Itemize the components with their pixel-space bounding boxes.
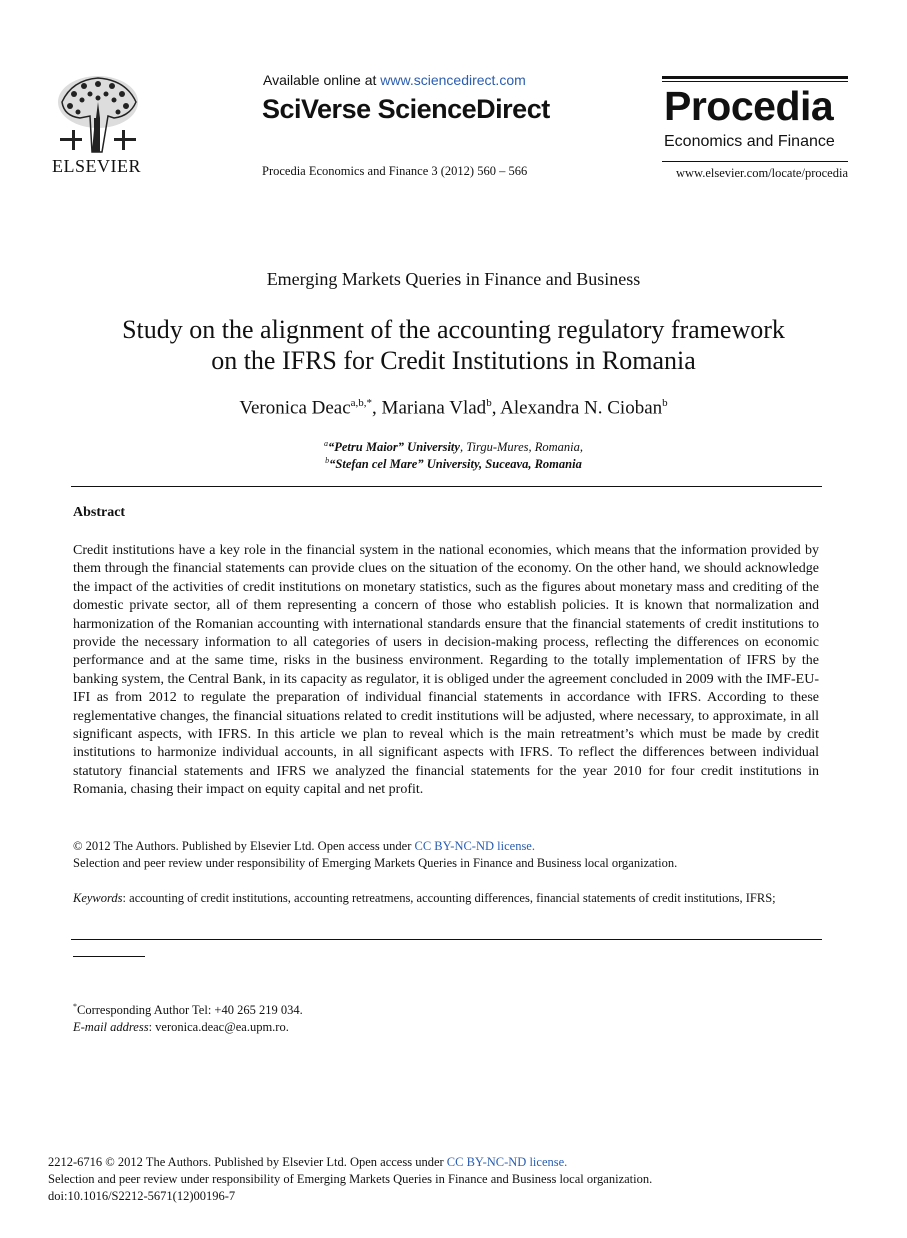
abstract-heading: Abstract — [73, 505, 126, 520]
copyright-notice — [73, 838, 677, 872]
author-affil-marker: b — [486, 397, 492, 409]
keywords — [73, 890, 813, 907]
elsevier-tree-icon — [52, 72, 144, 154]
affil-institution: “Stefan cel Mare” University, Suceava, Romania — [329, 457, 582, 472]
footnote-rule — [73, 956, 145, 957]
author-separator: , — [491, 397, 501, 419]
elsevier-wordmark: ELSEVIER — [52, 156, 141, 176]
brand-rule-top — [662, 76, 848, 79]
author-affil-marker: b — [662, 397, 668, 409]
platform-name: SciVerse ScienceDirect — [262, 94, 550, 124]
abstract-emphasis: retreatment’s — [560, 727, 634, 743]
corresponding-text: Corresponding Author Tel: +40 265 219 034. — [77, 1003, 303, 1018]
footer-line-1 — [48, 1154, 652, 1171]
corresponding-marker: * — [73, 1002, 77, 1011]
abstract-text: which must be made by credit institutions to harmonize individual accounts, in all significant aspects with IFRS. To reflect the differences between individual statutory financial statements and IFRS we analyzed the financial statements for the year 2010 for four credit institutions in Romania, chasing their impact on equity capital and net profit. — [73, 727, 820, 798]
title-line-1: Study on the alignment of the accounting regulatory framework — [122, 315, 785, 344]
corresponding-author — [73, 998, 303, 1036]
brand-rule-thin — [662, 81, 848, 82]
affiliation-a — [0, 439, 907, 455]
email-line — [73, 1019, 303, 1036]
copyright-text: © 2012 The Authors. Published by Elsevier Ltd. Open access under — [73, 839, 415, 853]
author-name: Alexandra N. Cioban — [500, 397, 663, 419]
footer-copyright: 2212-6716 © 2012 The Authors. Published by Elsevier Ltd. Open access under — [48, 1155, 447, 1169]
footer-license-link[interactable]: CC BY-NC-ND license. — [446, 1155, 568, 1169]
license-link[interactable]: CC BY-NC-ND license. — [414, 839, 535, 853]
abstract-text: Credit institutions have a key role in the financial system in the national economies, which means that the information provided by them through the financial statements can provide clues on the situation of the economy. On the other hand, we should acknowledge the impact of the activities of credit institutions on monetary statistics, such as the figures about monetary mass and crediting of the domestic private sector, all of them representing a concern of those who establish policies. It is known that normalization and harmonization of the Romanian accounting with international standards ensure that the financial statements of credit institutions to provide the necessary information to all categories of users in decision-making process, reflecting the differences on economic performance and at the same time, risks in the business environment. Regarding to the totally implementation of IFRS by the banking system, the Central Bank, in its capacity as regulator, it is obliged under the agreement concluded in 2009 with the IMF-EU-IFI as from 2012 to regulate the preparation of individual financial statements in accordance with IFRS. According to these reglementative changes, the financial situations related to credit institutions will be adjusted, where necessary, to approximate, in all significant aspects, with IFRS. In this article we plan to reveal which is the main — [73, 543, 819, 743]
affil-location: , Tirgu-Mures, Romania, — [459, 440, 583, 455]
footer-line-2: Selection and peer review under responsibility of Emerging Markets Queries in Finance and Business local organization. — [48, 1172, 653, 1186]
affiliation-b — [0, 456, 907, 472]
page-footer — [48, 1154, 652, 1205]
email-label: E-mail address — [73, 1020, 149, 1035]
affil-marker: b — [325, 456, 330, 465]
divider-bottom — [71, 939, 822, 940]
journal-url-link[interactable]: www.elsevier.com/locate/procedia — [675, 166, 848, 180]
author-name: Veronica Deac — [239, 397, 351, 419]
article-title — [40, 314, 867, 376]
available-online — [263, 72, 526, 88]
procedia-subtitle: Economics and Finance — [664, 133, 835, 150]
copyright-line-2: Selection and peer review under responsibility of Emerging Markets Queries in Finance and Business local organization. — [73, 856, 678, 870]
email-address: : veronica.deac@ea.upm.ro. — [148, 1020, 289, 1035]
divider-top — [71, 486, 822, 487]
keywords-text: : accounting of credit institutions, accounting retreatmens, accounting differences, financial statements of credit institutions, IFRS; — [122, 891, 776, 905]
sciencedirect-link[interactable]: www.sciencedirect.com — [380, 72, 526, 88]
title-line-2: on the IFRS for Credit Institutions in Romania — [211, 346, 696, 375]
copyright-line-1 — [73, 838, 677, 855]
corresponding-line — [73, 998, 303, 1019]
available-prefix: Available online at — [263, 72, 381, 88]
procedia-brand — [662, 76, 848, 181]
keywords-label: Keywords — [73, 891, 123, 905]
abstract-body — [73, 542, 819, 800]
author-separator: , — [372, 397, 382, 419]
author-name: Mariana Vlad — [381, 397, 487, 419]
affil-marker: a — [324, 439, 328, 448]
procedia-title: Procedia — [664, 83, 834, 129]
conference-name: Emerging Markets Queries in Finance and Business — [266, 269, 641, 289]
elsevier-logo — [52, 72, 148, 177]
brand-rule-bottom — [662, 161, 848, 162]
author-affil-marker: a,b,* — [350, 397, 373, 409]
affil-institution: “Petru Maior” University — [328, 440, 460, 455]
footer-doi: doi:10.1016/S2212-5671(12)00196-7 — [48, 1189, 236, 1203]
journal-reference: Procedia Economics and Finance 3 (2012) 560 – 566 — [262, 164, 528, 178]
author-list — [0, 397, 907, 419]
